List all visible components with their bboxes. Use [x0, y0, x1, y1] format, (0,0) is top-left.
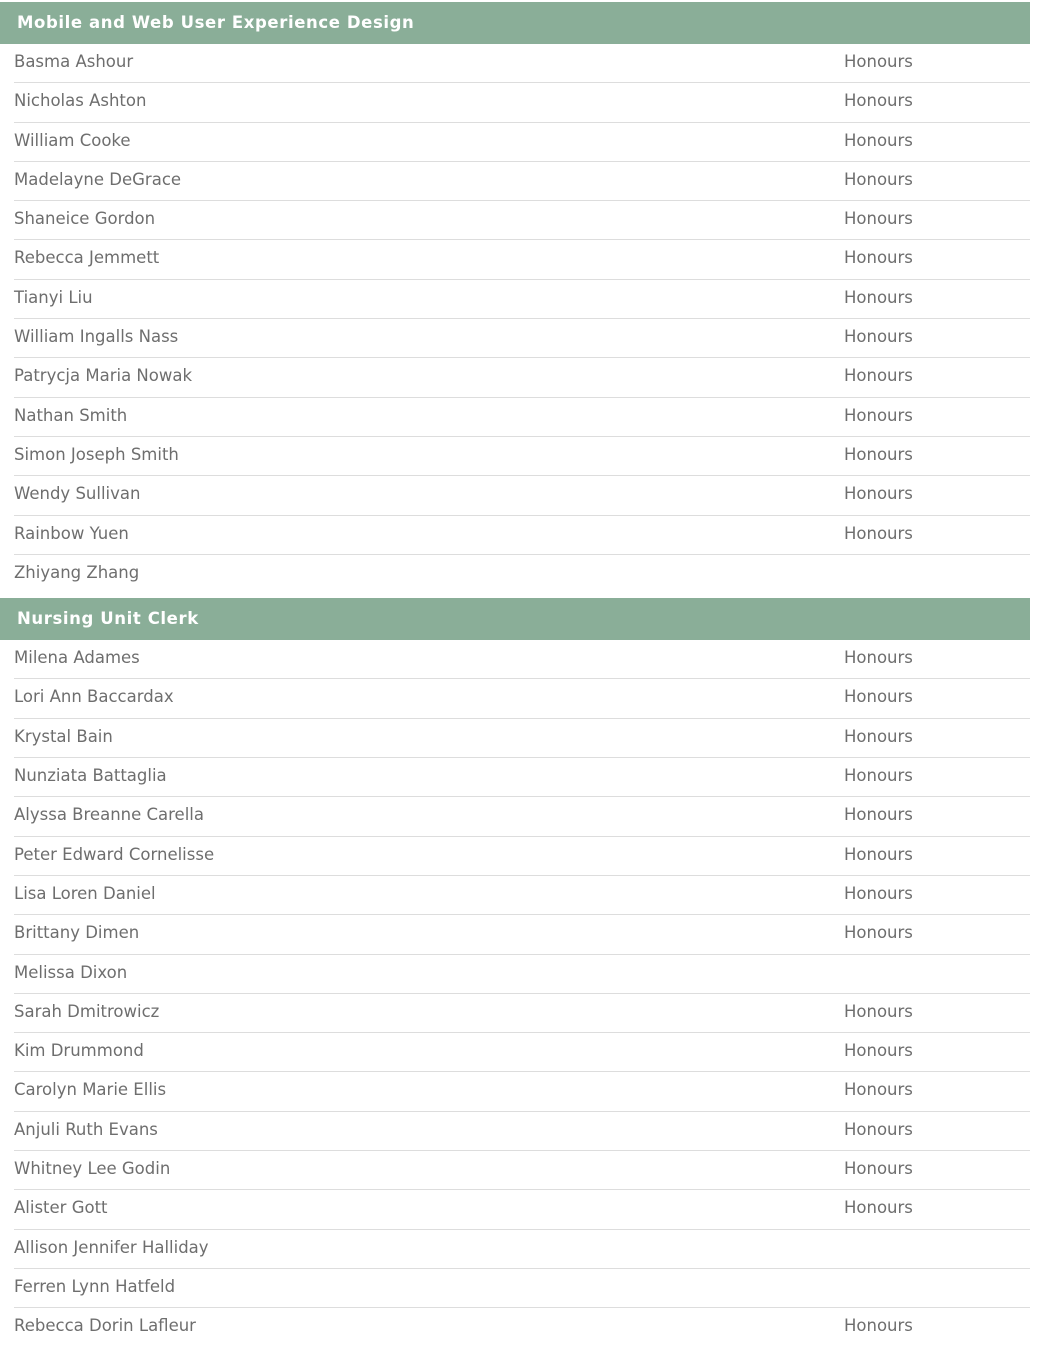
graduate-name: Tianyi Liu — [14, 287, 93, 307]
distinction-label: Honours — [844, 1159, 913, 1179]
distinction-label: Honours — [844, 1316, 913, 1336]
graduate-row — [14, 1151, 1030, 1190]
graduate-name: Basma Ashour — [14, 52, 134, 71]
graduate-name: Nunziata Battaglia — [14, 766, 167, 786]
graduate-row — [14, 758, 1030, 797]
graduate-name: Kim Drummond — [14, 1041, 144, 1061]
program-section — [0, 2, 1037, 593]
program-section — [0, 598, 1037, 1345]
distinction-label: Honours — [844, 648, 913, 668]
graduate-row — [14, 876, 1030, 915]
distinction-label: Honours — [844, 805, 913, 825]
graduate-name: Alyssa Breanne Carella — [14, 805, 204, 825]
distinction-label: Honours — [844, 523, 913, 543]
distinction-label: Honours — [844, 1041, 913, 1061]
graduate-row — [14, 679, 1030, 718]
graduate-row — [14, 719, 1030, 758]
graduate-name: Shaneice Gordon — [14, 209, 156, 229]
graduate-row — [14, 398, 1030, 437]
graduate-name: Allison Jennifer Halliday — [14, 1237, 209, 1257]
graduate-row — [14, 1230, 1030, 1269]
graduate-row — [14, 1269, 1030, 1308]
graduate-name: Simon Joseph Smith — [14, 444, 179, 464]
graduate-rows — [14, 640, 1030, 1345]
distinction-label: Honours — [844, 1119, 913, 1139]
graduate-row — [14, 1308, 1030, 1345]
distinction-label: Honours — [844, 726, 913, 746]
graduate-name: William Cooke — [14, 130, 131, 150]
distinction-label: Honours — [844, 209, 913, 229]
distinction-label: Honours — [844, 1080, 913, 1100]
distinction-label: Honours — [844, 366, 913, 386]
graduate-row — [14, 319, 1030, 358]
program-title: Mobile and Web User Experience Design — [0, 2, 1030, 44]
graduate-name: Rebecca Dorin Lafleur — [14, 1316, 196, 1336]
graduate-row — [14, 162, 1030, 201]
distinction-label: Honours — [844, 287, 913, 307]
graduate-name: Madelayne DeGrace — [14, 169, 182, 189]
graduate-row — [14, 915, 1030, 954]
graduate-name: Rainbow Yuen — [14, 523, 129, 543]
distinction-label: Honours — [844, 52, 913, 71]
distinction-label: Honours — [844, 484, 913, 504]
distinction-label: Honours — [844, 1198, 913, 1218]
graduate-name: Zhiyang Zhang — [14, 562, 140, 582]
program-title: Nursing Unit Clerk — [0, 598, 1030, 640]
graduate-row — [14, 437, 1030, 476]
distinction-label: Honours — [844, 327, 913, 347]
graduate-name: Milena Adames — [14, 648, 140, 668]
graduate-row — [14, 837, 1030, 876]
graduate-row — [14, 1072, 1030, 1111]
graduate-name: Wendy Sullivan — [14, 484, 141, 504]
graduate-name: Melissa Dixon — [14, 962, 128, 982]
distinction-label: Honours — [844, 923, 913, 943]
graduate-name: Brittany Dimen — [14, 923, 140, 943]
graduate-row — [14, 123, 1030, 162]
graduate-name: Krystal Bain — [14, 726, 113, 746]
graduate-row — [14, 83, 1030, 122]
distinction-label: Honours — [844, 687, 913, 707]
graduate-name: Peter Edward Cornelisse — [14, 844, 215, 864]
graduate-name: Lori Ann Baccardax — [14, 687, 174, 707]
graduate-name: Nicholas Ashton — [14, 91, 147, 111]
graduate-rows — [14, 44, 1030, 593]
distinction-label: Honours — [844, 883, 913, 903]
distinction-label: Honours — [844, 130, 913, 150]
graduate-row — [14, 240, 1030, 279]
graduate-name: Whitney Lee Godin — [14, 1159, 171, 1179]
graduate-name: Sarah Dmitrowicz — [14, 1001, 160, 1021]
graduate-name: Nathan Smith — [14, 405, 128, 425]
distinction-label: Honours — [844, 91, 913, 111]
distinction-label: Honours — [844, 405, 913, 425]
graduate-name: Ferren Lynn Hatfeld — [14, 1276, 176, 1296]
graduate-row — [14, 201, 1030, 240]
graduate-name: William Ingalls Nass — [14, 327, 179, 347]
graduate-row — [14, 994, 1030, 1033]
graduate-row — [14, 476, 1030, 515]
graduate-name: Carolyn Marie Ellis — [14, 1080, 167, 1100]
graduate-row — [14, 1033, 1030, 1072]
graduate-row — [14, 640, 1030, 679]
distinction-label: Honours — [844, 248, 913, 268]
graduate-name: Lisa Loren Daniel — [14, 883, 156, 903]
graduate-row — [14, 516, 1030, 555]
distinction-label: Honours — [844, 844, 913, 864]
distinction-label: Honours — [844, 766, 913, 786]
distinction-label: Honours — [844, 169, 913, 189]
graduate-name: Alister Gott — [14, 1198, 108, 1218]
distinction-label: Honours — [844, 444, 913, 464]
distinction-label: Honours — [844, 1001, 913, 1021]
graduate-name: Rebecca Jemmett — [14, 248, 160, 268]
graduate-name: Anjuli Ruth Evans — [14, 1119, 158, 1139]
graduate-row — [14, 44, 1030, 83]
graduate-row — [14, 280, 1030, 319]
graduate-row — [14, 358, 1030, 397]
graduate-row — [14, 955, 1030, 994]
graduate-row — [14, 555, 1030, 593]
graduate-row — [14, 1112, 1030, 1151]
graduate-row — [14, 797, 1030, 836]
graduate-name: Patrycja Maria Nowak — [14, 366, 193, 386]
graduate-row — [14, 1190, 1030, 1229]
